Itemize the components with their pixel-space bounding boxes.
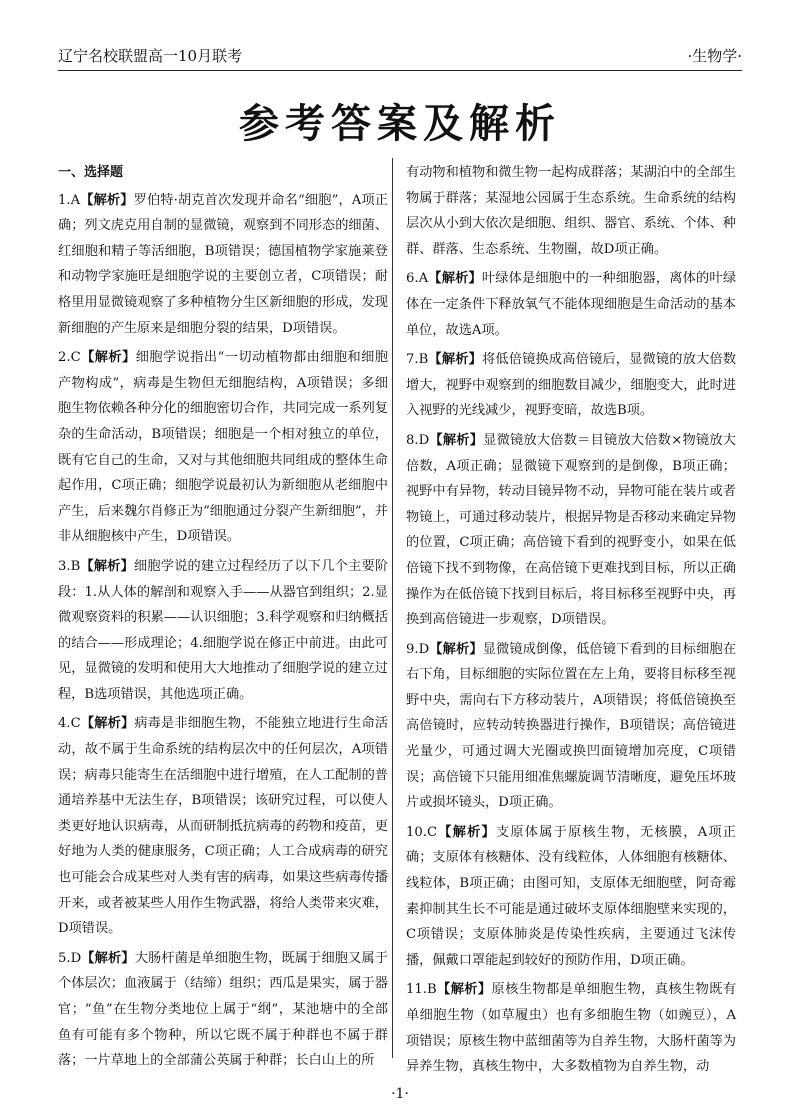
answer-number: 9.D (406, 641, 430, 657)
answer-number: 5.D (58, 950, 82, 966)
answer-item (406, 428, 736, 633)
answer-number: 6.A (406, 271, 429, 287)
answer-number: 7.B (406, 352, 429, 368)
answer-item (406, 266, 736, 343)
answer-item (406, 820, 736, 974)
answer-item (58, 946, 388, 1074)
answer-text: 原核生物都是单细胞生物，真核生物既有单细胞生物（如草履虫）也有多细胞生物（如豌豆），A项错误；原核生物中蓝细菌等为自养生物，大肠杆菌等为异养生物，真核生物中，大多数植物为自养生物，动 (406, 982, 737, 1075)
section-heading: 一、选择题 (58, 165, 124, 180)
analysis-tag: 【解析】 (428, 271, 482, 287)
analysis-tag: 【解析】 (80, 192, 134, 208)
subject-label: ·生物学· (687, 47, 742, 65)
analysis-tag: 【解析】 (437, 824, 496, 840)
analysis-tag: 【解析】 (428, 352, 482, 368)
analysis-tag: 【解析】 (80, 716, 135, 732)
answer-text: 有动物和植物和微生物一起构成群落；某湖泊中的全部生物属于群落；某湿地公园属于生态系统。生命系统的结构层次从小到大依次是细胞、组织、器官、系统、个体、种群、群落、生态系统、生物圈，故D项正确。 (406, 165, 736, 257)
exam-title: 辽宁名校联盟高一10月联考 (58, 47, 243, 65)
column-divider (392, 158, 393, 1058)
answer-text: 罗伯特·胡克首次发现并命名“细胞”，A项正确；列文虎克用自制的显微镜，观察到不同形态的细菌、红细胞和精子等活细胞，B项错误；德国植物学家施莱登和动物学家施旺是细胞学说的主要创立者，C项错误；耐格里用显微镜观察了多种植物分生区新细胞的形成，发现新细胞的产生原来是细胞分裂的结果，D项错误。 (58, 192, 388, 336)
analysis-tag: 【解析】 (429, 641, 483, 657)
analysis-tag: 【解析】 (80, 350, 136, 366)
answer-number: 10.C (406, 824, 438, 840)
right-column (406, 160, 736, 1084)
answer-item (58, 711, 388, 941)
answer-number: 3.B (58, 558, 81, 574)
answer-item (406, 637, 736, 816)
answer-text: 细胞学说的建立过程经历了以下几个主要阶段：1.从人体的解剖和观察入手——从器官到组织；2.显微观察资料的积累——认识细胞；3.科学观察和归纳概括的结合——形成理论；4.细胞学说在修正中前进。由此可见，显微镜的发明和使用大大地推动了细胞学说的建立过程，B选项错误，其他选项正确。 (58, 558, 389, 702)
answer-text: 病毒是非细胞生物，不能独立地进行生命活动，故不属于生命系统的结构层次中的任何层次，A项错误；病毒只能寄生在活细胞中进行增殖，在人工配制的普通培养基中无法生存，B项错误；该研究过程，可以使人类更好地认识病毒，从而研制抵抗病毒的药物和疫苗，更好地为人类的健康服务，C项正确；人工合成病毒的研究也可能会合成某些对人类有害的病毒，如果这些病毒传播开来，或者被某些人用作生物武器，将给人类带来灾难，D项错误。 (58, 716, 389, 937)
answer-text: 支原体属于原核生物，无核膜，A项正确；支原体有核糖体、没有线粒体，人体细胞有核糖体、线粒体，B项正确；由图可知，支原体无细胞壁，阿奇霉素抑制其生长不可能是通过破坏支原体细胞壁来实现的，C项错误；支原体肺炎是传染性疾病，主要通过飞沫传播，佩戴口罩能起到较好的预防作用，D项正确。 (406, 824, 736, 968)
answer-text: 大肠杆菌是单细胞生物，既属于细胞又属于个体层次；血液属于（结缔）组织；西瓜是果实，属于器官；“鱼”在生物分类地位上属于“纲”，某池塘中的全部鱼有可能有多个物种，所以它既不属于种群也不属于群落；一片草地上的全部蒲公英属于种群；长白山上的所 (58, 950, 389, 1069)
answer-text: 显微镜成倒像，低倍镜下看到的目标细胞在右下角，目标细胞的实际位置在左上角，要将目标移至视野中央，需向右下方移动装片，A项错误；将低倍镜换至高倍镜时，应转动转换器进行操作，B项错误；高倍镜进光量少，可通过调大光圈或换凹面镜增加亮度，C项错误；高倍镜下只能用细准焦螺旋调节清晰度，避免压坏玻片或损坏镜头，D项正确。 (406, 641, 737, 811)
answer-item (58, 345, 388, 550)
answer-number: 1.A (58, 192, 81, 208)
page-number: ·1· (391, 1086, 409, 1102)
answer-number: 4.C (58, 716, 81, 732)
analysis-tag: 【解析】 (81, 950, 135, 966)
answer-item (58, 554, 388, 708)
analysis-tag: 【解析】 (80, 558, 134, 574)
answer-item (406, 977, 736, 1079)
answer-text: 将低倍镜换成高倍镜后，显微镜的放大倍数增大，视野中观察到的细胞数目减少，细胞变大，此时进入视野的光线减少，视野变暗，故选B项。 (406, 352, 737, 419)
left-column (58, 160, 388, 1078)
answer-text: 叶绿体是细胞中的一种细胞器，离体的叶绿体在一定条件下释放氧气不能体现细胞是生命活动的基本单位，故选A项。 (406, 271, 737, 338)
page-title: 参考答案及解析 (239, 101, 561, 147)
answer-text: 细胞学说指出“一切动植物都由细胞和细胞产物构成”，病毒是生物但无细胞结构，A项错误；多细胞生物依赖各种分化的细胞密切合作，共同完成一系列复杂的生命活动，B项错误；细胞是一个相对独立的单位，既有它自己的生命，又对与其他细胞共同组成的整体生命起作用，C项正确；细胞学说最初认为新细胞从老细胞中产生，后来魏尔肖修正为“细胞通过分裂产生新细胞”，并非从细胞核中产生，D项错误。 (58, 350, 389, 545)
answer-number: 2.C (58, 350, 81, 366)
answer-number: 8.D (406, 432, 430, 448)
analysis-tag: 【解析】 (436, 982, 492, 998)
page-header (58, 40, 742, 71)
analysis-tag: 【解析】 (429, 432, 484, 448)
answer-text: 显微镜放大倍数＝目镜放大倍数×物镜放大倍数，A项正确；显微镜下观察到的是倒像，B项正确；视野中有异物，转动目镜异物不动，异物可能在装片或者物镜上，可通过移动装片，根据异物是否移动来确定异物的位置，C项正确；高倍镜下看到的视野变小，如果在低倍镜下找不到物像，在高倍镜下更难找到目标，所以正确操作为在低倍镜下找到目标后，将目标移至视野中央，再换到高倍镜进一步观察，D项错误。 (406, 432, 736, 628)
answer-item (406, 347, 736, 424)
answer-number: 11.B (406, 982, 437, 998)
answer-item (58, 188, 388, 342)
answer-item (406, 160, 736, 262)
